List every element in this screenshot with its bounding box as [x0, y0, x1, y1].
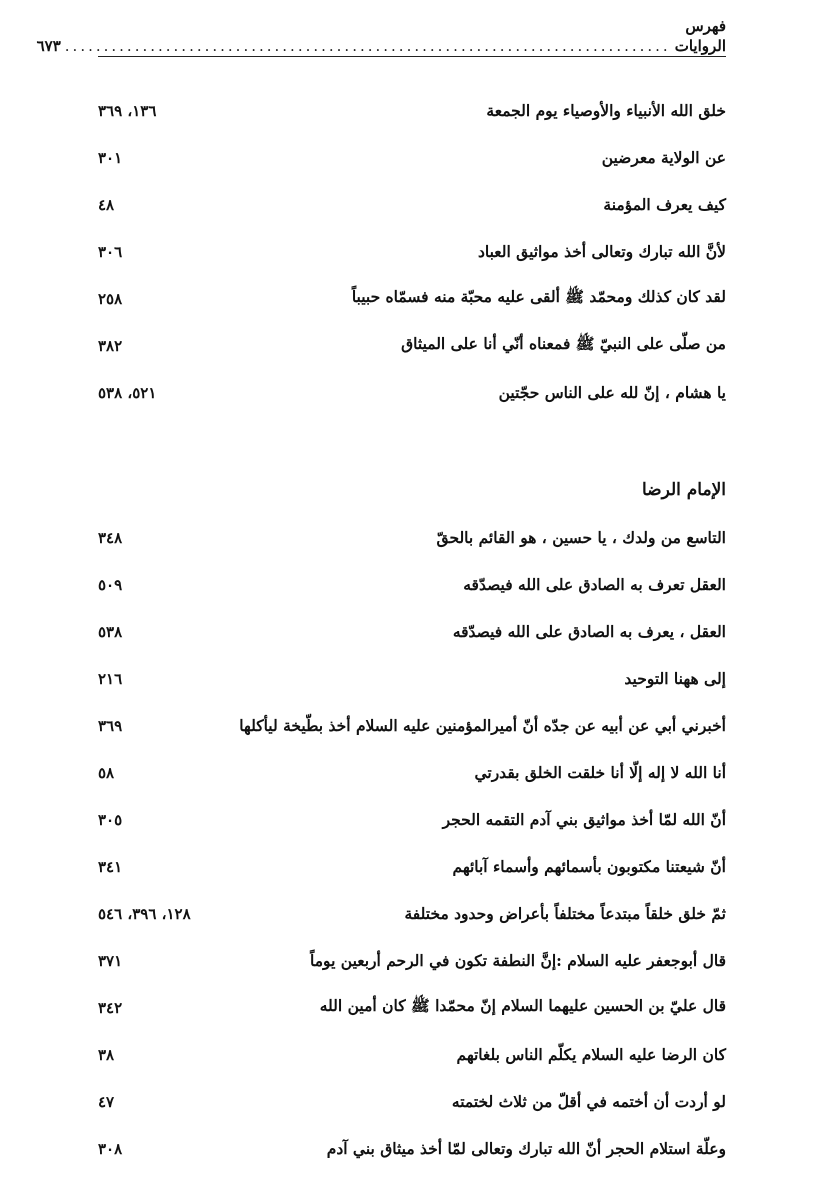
entry-text: إلى ههنا التوحيد: [624, 669, 726, 688]
index-entry: [98, 322, 726, 369]
entry-text: خلق الله الأنبياء والأوصياء يوم الجمعة: [486, 101, 726, 120]
entry-text: ثمّ خلق خلقاً مبتدعاً مختلفاً بأعراض وحدود مختلفة: [404, 904, 726, 923]
section-heading: الإمام الرضا: [641, 479, 726, 500]
entry-pages: ٣٤٢: [98, 998, 123, 1017]
entry-pages: ٥٠٩: [98, 575, 123, 594]
index-entry: [98, 1125, 726, 1172]
entry-text: قال عليّ بن الحسين عليهما السلام إنّ محمّدا ﷺ كان أمين الله: [319, 996, 726, 1015]
entry-pages: ٣٨٢: [98, 336, 123, 355]
narrations-group-1: [98, 87, 726, 416]
entry-pages: ٣٧١: [98, 951, 123, 970]
entry-text: كيف يعرف المؤمنة: [603, 195, 726, 214]
index-entry: [98, 1031, 726, 1078]
entry-text: كان الرضا عليه السلام يكلّم الناس بلغاتهم: [456, 1045, 726, 1064]
entry-text: قال أبوجعفر عليه السلام :إنَّ النطفة تكون في الرحم أربعين يوماً: [310, 951, 726, 970]
index-entry: [98, 796, 726, 843]
entry-pages: ٣٤٨: [98, 528, 123, 547]
entry-pages: ٣٠١: [98, 148, 123, 167]
entry-pages: ٥٣٨: [98, 622, 123, 641]
index-entry: [98, 134, 726, 181]
entry-text: لقد كان كذلك ومحمّد ﷺ ألقى عليه محبّة منه فسمّاه حبيباً: [351, 287, 726, 306]
index-entry: [98, 369, 726, 416]
entry-text: من صلّى على النبيّ ﷺ فمعناه أنّي أنا على الميثاق: [401, 334, 726, 353]
index-entry: [98, 937, 726, 984]
narrations-group-2: [98, 514, 726, 1172]
header-page-number: ٦٧٣: [36, 37, 61, 55]
entry-text: العقل ، يعرف به الصادق على الله فيصدّقه: [452, 622, 726, 641]
entry-pages: ٣٠٥: [98, 810, 123, 829]
index-entry: [98, 514, 726, 561]
index-entry: [98, 1078, 726, 1125]
entry-pages: ٣٤١: [98, 857, 123, 876]
index-entry: [98, 608, 726, 655]
index-entry: [98, 890, 726, 937]
index-entry: [98, 181, 726, 228]
index-entry: [98, 702, 726, 749]
index-entry: [98, 843, 726, 890]
header-title: فهرس الروايات: [674, 17, 726, 55]
entry-pages: ١٣٦، ٣٦٩: [98, 101, 157, 120]
entry-text: أنا الله لا إله إلّا أنا خلقت الخلق بقدرتي: [474, 763, 726, 782]
header-leader-dots: ..............................................................................: [64, 37, 671, 55]
entry-text: لو أردت أن أختمه في أقلّ من ثلاث لختمته: [451, 1092, 726, 1111]
entry-text: أنّ شيعتنا مكتوبون بأسمائهم وأسماء آبائهم: [452, 857, 726, 876]
index-entry: [98, 561, 726, 608]
entry-text: أخبرني أبي عن أبيه عن جدّه أنّ أميرالمؤمنين عليه السلام أخذ بطّيخة ليأكلها: [239, 716, 726, 735]
entry-text: أنّ الله لمّا أخذ مواثيق بني آدم التقمه الحجر: [442, 810, 726, 829]
index-entry: [98, 87, 726, 134]
entry-text: وعلّة استلام الحجر أنّ الله تبارك وتعالى لمّا أخذ ميثاق بني آدم: [326, 1139, 726, 1158]
index-entry: [98, 984, 726, 1031]
entry-text: عن الولاية معرضين: [601, 148, 726, 167]
section-spacer: [98, 416, 726, 465]
entry-pages: ٥٨: [98, 763, 115, 782]
entry-pages: ٣٨: [98, 1045, 115, 1064]
entry-pages: ٣٠٦: [98, 242, 123, 261]
entry-pages: ٢٥٨: [98, 289, 123, 308]
entry-pages: ٣٠٨: [98, 1139, 123, 1158]
index-page: [36, 17, 726, 1172]
entry-pages: ٤٨: [98, 195, 115, 214]
entry-pages: ٥٢١، ٥٣٨: [98, 383, 157, 402]
entry-text: التاسع من ولدك ، يا حسين ، هو القائم بالحقّ: [436, 528, 726, 547]
entry-text: العقل تعرف به الصادق على الله فيصدّقه: [463, 575, 726, 594]
index-entry: [98, 749, 726, 796]
entry-text: لأنَّ الله تبارك وتعالى أخذ مواثيق العباد: [477, 242, 726, 261]
running-header: [36, 17, 726, 57]
entry-text: يا هشام ، إنّ لله على الناس حجّتين: [498, 383, 726, 402]
index-entry: [98, 655, 726, 702]
index-entry: [98, 228, 726, 275]
entry-pages: ١٢٨، ٣٩٦، ٥٤٦: [98, 904, 191, 923]
entry-pages: ٢١٦: [98, 669, 123, 688]
entry-pages: ٣٦٩: [98, 716, 123, 735]
index-entry: [98, 275, 726, 322]
entry-pages: ٤٧: [98, 1092, 115, 1111]
